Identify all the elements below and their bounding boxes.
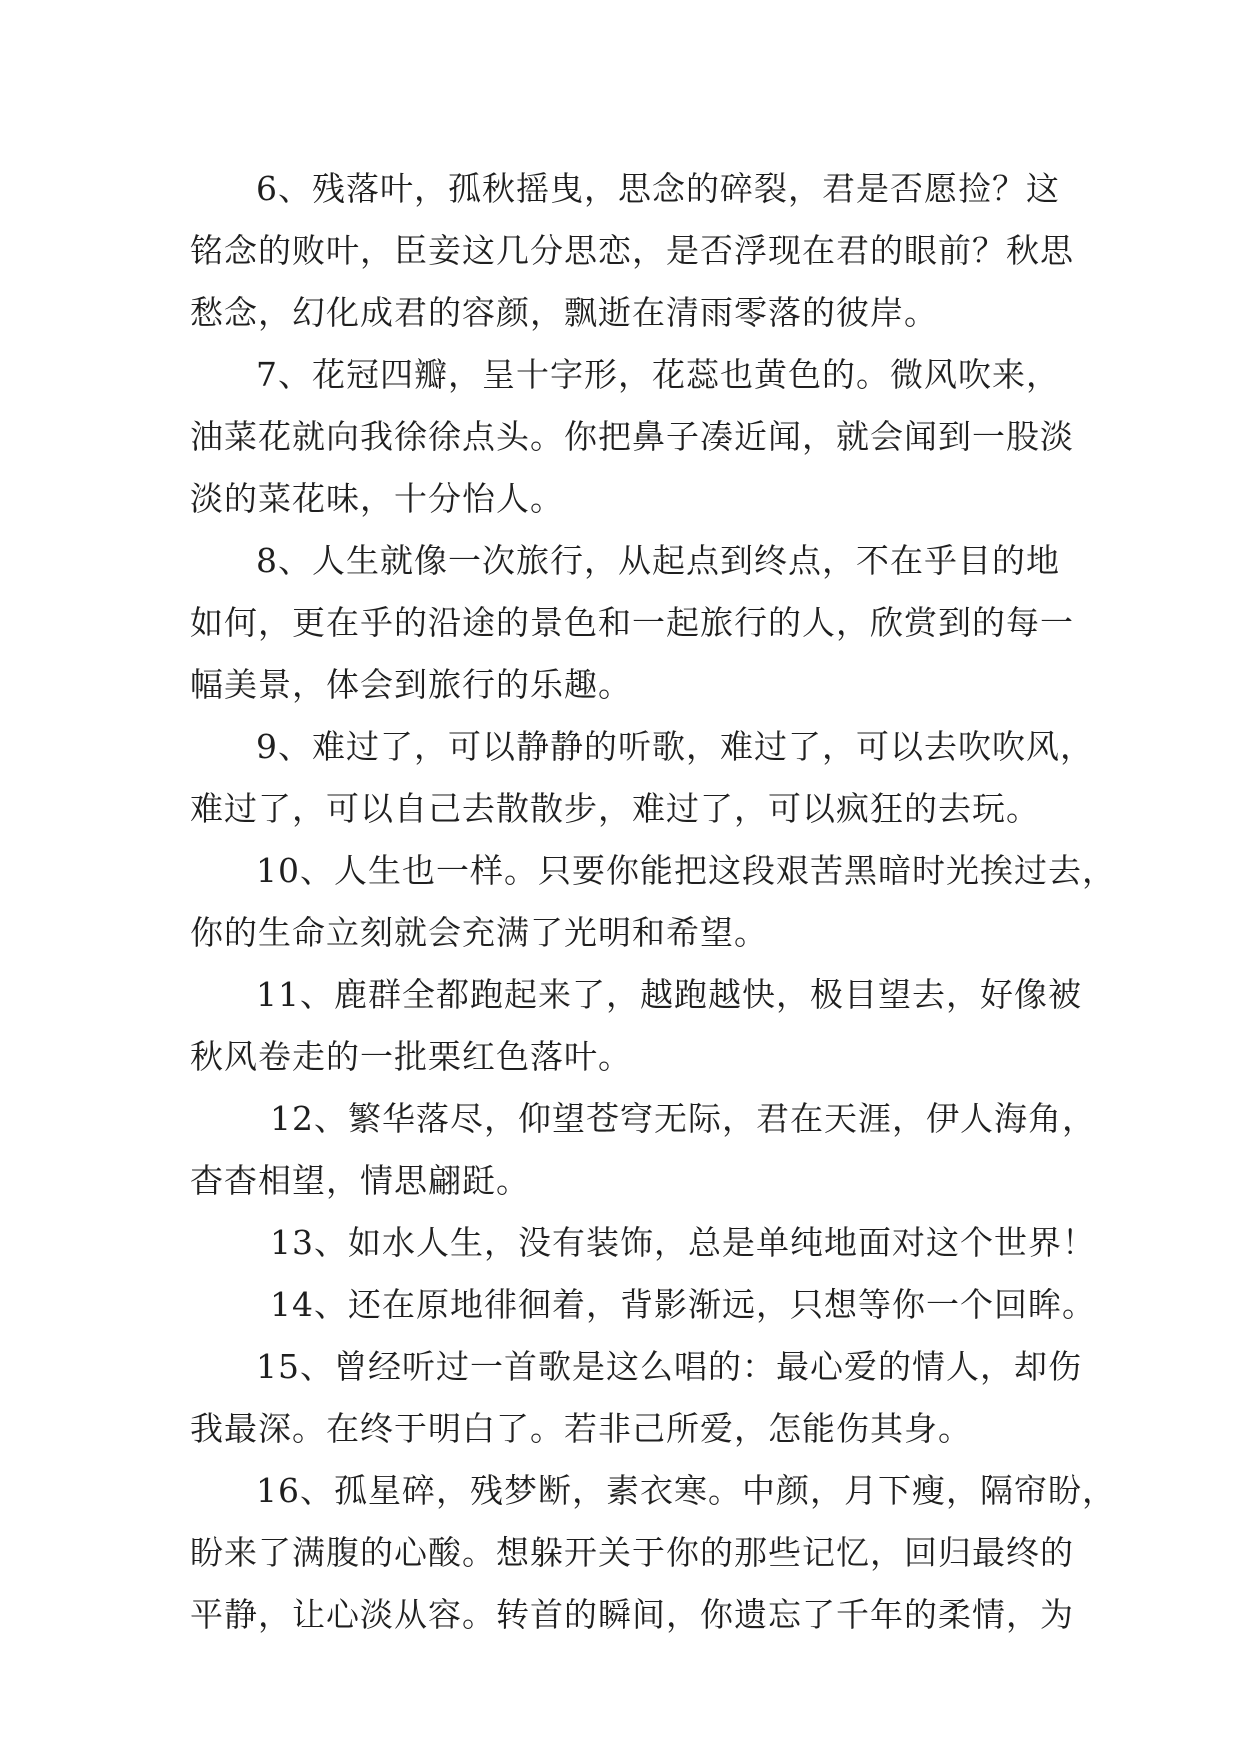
paragraph-line: 16、孤星碎，残梦断，素衣寒。中颜，月下瘦，隔帘盼， [256, 1471, 1116, 1510]
paragraph-line: 6、残落叶，孤秋摇曳，思念的碎裂，君是否愿捡？这 [256, 169, 1060, 208]
paragraph-line: 9、难过了，可以静静的听歌，难过了，可以去吹吹风， [256, 727, 1094, 766]
paragraph-line: 杳杳相望，情思翩跹。 [190, 1161, 530, 1200]
paragraph-8 [190, 530, 1074, 716]
paragraph-12 [190, 1088, 1096, 1212]
paragraph-6 [190, 158, 1074, 344]
paragraph-line: 7、花冠四瓣，呈十字形，花蕊也黄色的。微风吹来， [256, 355, 1060, 394]
paragraph-line: 难过了，可以自己去散散步，难过了，可以疯狂的去玩。 [190, 789, 1040, 828]
paragraph-line: 平静，让心淡从容。转首的瞬间，你遗忘了千年的柔情，为 [190, 1595, 1074, 1634]
paragraph-7 [190, 344, 1074, 530]
paragraph-line: 铭念的败叶，臣妾这几分思恋，是否浮现在君的眼前？秋思 [190, 231, 1074, 270]
paragraph-line: 愁念，幻化成君的容颜，飘逝在清雨零落的彼岸。 [190, 293, 938, 332]
paragraph-line: 15、曾经听过一首歌是这么唱的：最心爱的情人，却伤 [256, 1347, 1082, 1386]
paragraph-line: 13、如水人生，没有装饰，总是单纯地面对这个世界！ [270, 1223, 1096, 1262]
paragraph-13 [190, 1212, 1096, 1274]
paragraph-line: 油菜花就向我徐徐点头。你把鼻子凑近闻，就会闻到一股淡 [190, 417, 1074, 456]
paragraph-line: 幅美景，体会到旅行的乐趣。 [190, 665, 632, 704]
paragraph-16 [190, 1460, 1116, 1646]
paragraph-11 [190, 964, 1082, 1088]
paragraph-15 [190, 1336, 1082, 1460]
paragraph-9 [190, 716, 1094, 840]
document-body [190, 158, 1116, 1646]
paragraph-line: 8、人生就像一次旅行，从起点到终点，不在乎目的地 [256, 541, 1060, 580]
paragraph-line: 你的生命立刻就会充满了光明和希望。 [190, 913, 768, 952]
paragraph-line: 如何，更在乎的沿途的景色和一起旅行的人，欣赏到的每一 [190, 603, 1074, 642]
paragraph-line: 秋风卷走的一批栗红色落叶。 [190, 1037, 632, 1076]
paragraph-line: 11、鹿群全都跑起来了，越跑越快，极目望去，好像被 [256, 975, 1082, 1014]
paragraph-10 [190, 840, 1116, 964]
paragraph-14 [190, 1274, 1096, 1336]
paragraph-line: 14、还在原地徘徊着，背影渐远，只想等你一个回眸。 [270, 1285, 1096, 1324]
paragraph-line: 盼来了满腹的心酸。想躲开关于你的那些记忆，回归最终的 [190, 1533, 1074, 1572]
paragraph-line: 10、人生也一样。只要你能把这段艰苦黑暗时光挨过去， [256, 851, 1116, 890]
paragraph-line: 12、繁华落尽，仰望苍穹无际，君在天涯，伊人海角， [270, 1099, 1096, 1138]
paragraph-line: 淡的菜花味，十分怡人。 [190, 479, 564, 518]
paragraph-line: 我最深。在终于明白了。若非己所爱，怎能伤其身。 [190, 1409, 972, 1448]
